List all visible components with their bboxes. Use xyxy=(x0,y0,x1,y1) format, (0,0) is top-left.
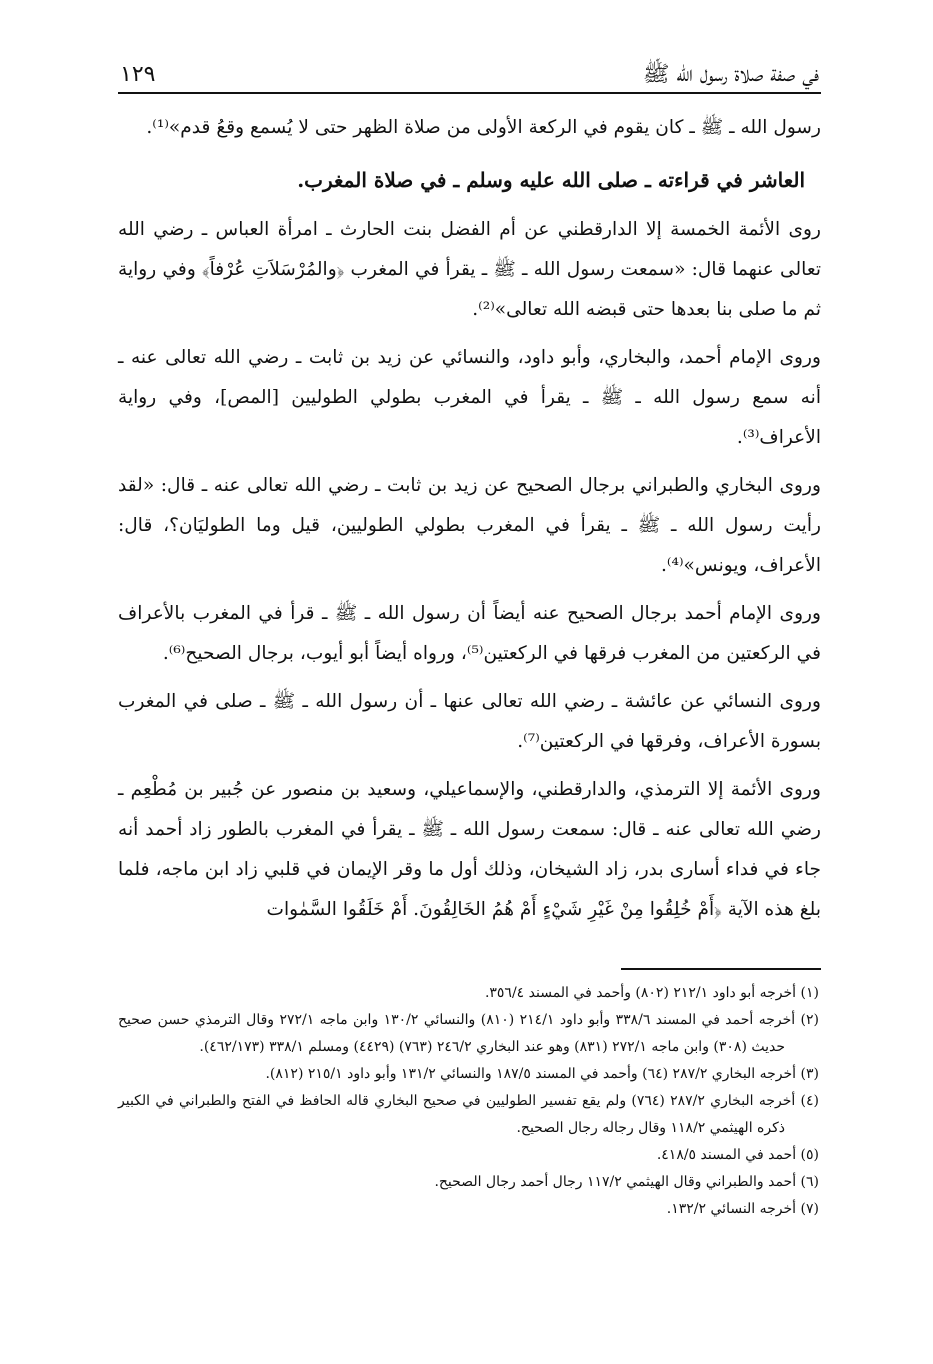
footnote-rule xyxy=(621,968,821,970)
footnote-6: (٦) أحمد والطبراني وقال الهيثمي ١١٧/٢ رجال أحمد رجال الصحيح. xyxy=(434,1174,819,1190)
paragraph-2: وروى الإمام أحمد، والبخاري، وأبو داود، والنسائي عن زيد بن ثابت ـ رضي الله تعالى عنه ـ أنه سمع رسول الله ـ ﷺ ـ يقرأ في المغرب بطولي الطوليين [المص]، وفي رواية الأعراف⁽³⁾. xyxy=(118,347,821,448)
footnote-4: (٤) أخرجه البخاري ٢٨٧/٢ (٧٦٤) ولم يقع تفسير الطوليين في صحيح البخاري قاله الحافظ في الفتح والطبراني في الكبير ذكره الهيثمي ١١٨/٢ وقال رجاله رجال الصحيح. xyxy=(118,1093,819,1136)
main-text xyxy=(118,108,821,930)
paragraph-continued: رسول الله ـ ﷺ ـ كان يقوم في الركعة الأولى من صلاة الظهر حتى لا يُسمع وقعُ قدم»⁽¹⁾. xyxy=(146,117,821,138)
footnote-3: (٣) أخرجه البخاري ٢٨٧/٢ (٦٤) وأحمد في المسند ١٨٧/٥ والنسائي ١٣١/٢ وأبو داود ٢١٥/١ (٨١٢). xyxy=(265,1066,819,1082)
footnote-7: (٧) أخرجه النسائي ١٣٢/٢. xyxy=(666,1201,819,1217)
section-heading: العاشر في قراءته ـ صلى الله عليه وسلم ـ في صلاة المغرب. xyxy=(297,168,805,192)
paragraph-6: وروى الأئمة إلا الترمذي، والدارقطني، والإسماعيلي، وسعيد بن منصور عن جُبير بن مُطْعِم ـ رضي الله تعالى عنه ـ قال: سمعت رسول الله ـ ﷺ ـ يقرأ في المغرب بالطور زاد أحمد أنه جاء في فداء أسارى بدر، زاد الشيخان، وذلك أول ما وقر الإيمان في قلبي زاد ابن ماجه، فلما بلغ هذه الآية ﴿أَمْ خُلِقُوا مِنْ غَيْرِ شَيْءٍ أَمْ هُمُ الخَالِقُونَ. أَمْ خَلَقُوا السَّمٰوات xyxy=(118,779,821,920)
footnote-1: (١) أخرجه أبو داود ٢١٢/١ (٨٠٢) وأحمد في المسند ٣٥٦/٤. xyxy=(484,985,819,1001)
footnotes xyxy=(118,980,821,1223)
footnote-2: (٢) أخرجه أحمد في المسند ٣٣٨/٦ وأبو داود ٢١٤/١ (٨١٠) والنسائي ١٣٠/٢ وابن ماجه ٢٧٢/١ وقال الترمذي حسن صحيح حديث (٣٠٨) وابن ماجه ٢٧٢/١ (٨٣١) وهو عند البخاري ٢٤٦/٢ (٧٦٣) (٤٤٢٩) ومسلم ٣٣٨/١ (٤٦٢/١٧٣). xyxy=(118,1012,820,1055)
paragraph-3: وروى البخاري والطبراني برجال الصحيح عن زيد بن ثابت ـ رضي الله تعالى عنه ـ قال: «لقد رأيت رسول الله ـ ﷺ ـ يقرأ في المغرب بطولي الطوليين، قيل وما الطوليَان؟، قال: الأعراف، ويونس»⁽⁴⁾. xyxy=(118,475,821,576)
paragraph-1: روى الأئمة الخمسة إلا الدارقطني عن أم الفضل بنت الحارث ـ امرأة العباس ـ رضي الله تعالى عنهما قال: «سمعت رسول الله ـ ﷺ ـ يقرأ في المغرب ﴿والمُرْسَلاَتِ عُرْفاً﴾ وفي رواية ثم ما صلى بنا بعدها حتى قبضه الله تعالى»⁽²⁾. xyxy=(118,219,821,320)
paragraph-5: وروى النسائي عن عائشة ـ رضي الله تعالى عنها ـ أن رسول الله ـ ﷺ ـ صلى في المغرب بسورة الأعراف، وفرقها في الركعتين⁽⁷⁾. xyxy=(118,691,821,752)
running-head xyxy=(118,58,821,94)
page-number: ١٢٩ xyxy=(120,62,156,87)
footnote-5: (٥) أحمد في المسند ٤١٨/٥. xyxy=(656,1147,819,1163)
running-title: في صفة صلاة رسول الله ﷺ xyxy=(642,62,819,87)
paragraph-4: وروى الإمام أحمد برجال الصحيح عنه أيضاً أن رسول الله ـ ﷺ ـ قرأ في المغرب بالأعراف في الركعتين من المغرب فرقها في الركعتين⁽⁵⁾، ورواه أيضاً أبو أيوب، برجال الصحيح⁽⁶⁾. xyxy=(118,603,821,664)
